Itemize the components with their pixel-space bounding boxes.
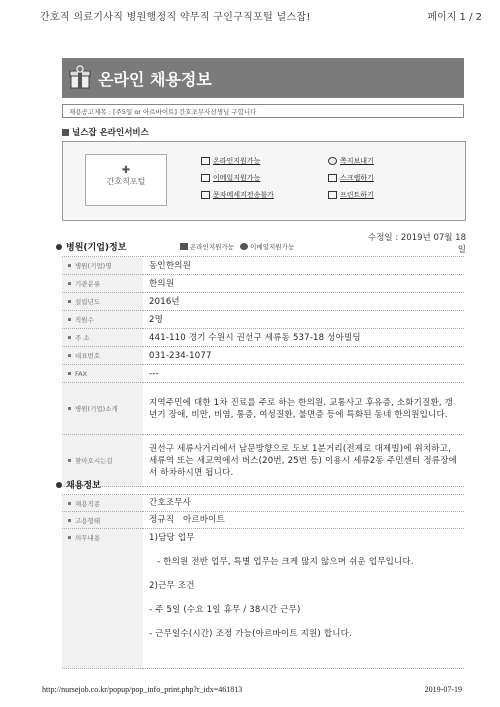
hospital-info-table <box>62 256 464 487</box>
service-item-label: 문자메세지전송불가 <box>213 191 274 199</box>
scrap-link[interactable] <box>328 173 374 183</box>
job-category: 간호조무사 <box>143 495 464 512</box>
recruit-info-heading <box>56 478 101 491</box>
email-icon <box>201 174 210 182</box>
hospital-info-heading <box>56 240 126 253</box>
row-label: 주 소 <box>62 329 143 347</box>
row-label: 병원(기업)명 <box>62 257 143 275</box>
service-item-label: 온라인지원가능 <box>213 157 261 165</box>
table-row <box>62 311 464 329</box>
person-icon <box>328 157 337 165</box>
print-footer <box>42 685 462 694</box>
plus-icon: ✚ <box>121 165 131 176</box>
table-row <box>62 383 464 435</box>
table-row <box>62 347 464 365</box>
table-row <box>62 529 464 669</box>
print-icon <box>328 191 337 199</box>
founded-year: 2016년 <box>143 293 464 311</box>
service-heading <box>62 126 149 138</box>
phone-number: 031-234-1077 <box>143 347 464 365</box>
email-apply-link[interactable] <box>201 173 260 183</box>
row-label: 의무내용 <box>62 529 143 669</box>
print-date: 2019-07-19 <box>424 685 462 694</box>
availability-email: 이메일지원가능 <box>250 243 295 251</box>
hospital-name: 동인한의원 <box>143 257 464 275</box>
banner-title: 온라인 채용정보 <box>98 70 212 89</box>
scrap-icon <box>328 174 337 182</box>
row-label: 채용직종 <box>62 495 143 512</box>
gift-box-icon <box>69 64 91 90</box>
table-row <box>62 329 464 347</box>
apply-availability <box>180 242 294 251</box>
hospital-heading-text: 병원(기업)정보 <box>66 243 127 253</box>
sms-icon <box>201 191 210 199</box>
sms-link[interactable] <box>201 190 274 200</box>
institution-type: 한의원 <box>143 275 464 293</box>
table-row <box>62 275 464 293</box>
duty-line: - 근무일수(시간) 조정 가능(아르바이트 지원) 합니다. <box>149 629 352 639</box>
bullet-dot-icon <box>56 482 62 488</box>
directions: 권선구 세류사거리에서 남문방향으로 도보 1분거리(전제로 대제빌)에 위치하고, 세류역 또는 세교역에서 버스(20번, 25번 등) 이용시 세류2동 주민센터 정류장에서 하차하시면 됩니다. <box>143 435 464 487</box>
row-label: FAX <box>62 365 143 383</box>
page-url: http://nursejob.co.kr/popup/pop_info_print.php?r_idx=461813 <box>42 685 243 694</box>
job-title-bar: 채용공고제목 : [주5일 or 아르바이트] 간호조무사선생님 구합니다 <box>62 104 464 118</box>
service-heading-text: 널스잡 온라인서비스 <box>72 128 149 138</box>
document-icon <box>201 157 210 165</box>
bullet-square-icon <box>62 129 69 136</box>
document-icon <box>180 243 188 250</box>
service-item-label: 이메일지원가능 <box>213 174 261 182</box>
employment-type: 정규직 아르바이트 <box>143 512 464 529</box>
availability-online: 온라인지원가능 <box>190 243 234 251</box>
print-title: 간호직 의료기사직 병원행정직 약무직 구인구직포털 널스잡! <box>40 12 311 23</box>
print-link[interactable] <box>328 190 374 200</box>
recruit-heading-text: 채용정보 <box>66 481 101 491</box>
recruit-info-table <box>62 494 464 669</box>
modified-date-text: 수정일 : 2019년 07월 18 <box>368 233 466 243</box>
row-label: 찾아오시는길 <box>62 435 143 487</box>
table-row <box>62 293 464 311</box>
row-label: 직원수 <box>62 311 143 329</box>
modified-date-suffix: 일 <box>457 245 466 255</box>
table-row <box>62 512 464 529</box>
bullet-dot-icon <box>56 244 62 250</box>
duty-line: - 주 5일 (수요 1일 휴무 / 38시간 근무) <box>149 605 301 615</box>
service-item-label: 프린트하기 <box>340 191 374 199</box>
modified-date <box>368 231 466 255</box>
row-label: 기관분류 <box>62 275 143 293</box>
row-label: 설립년도 <box>62 293 143 311</box>
duty-line: 2)근무 조건 <box>149 581 195 591</box>
online-recruit-banner <box>62 58 464 98</box>
fax-number: --- <box>143 365 464 383</box>
duty-line: - 한의원 전반 업무, 특별 업무는 크게 많지 않으며 쉬운 업무입니다. <box>157 557 414 567</box>
page-indicator: 페이지 1 / 2 <box>427 12 482 23</box>
employee-count: 2명 <box>143 311 464 329</box>
email-icon <box>240 243 248 250</box>
service-item-label: 쪽지보내기 <box>340 157 374 165</box>
send-message-link[interactable] <box>328 156 374 166</box>
service-item-label: 스크랩하기 <box>340 174 374 182</box>
hospital-intro: 지역주민에 대한 1차 진료를 주로 하는 한의원. 교통사고 후유증, 소화기질환, 갱년기 장애, 비만, 비염, 통증, 여성질환, 불면증 등에 특화된 동네 한의원입니다. <box>143 383 464 435</box>
job-duties <box>143 529 464 669</box>
table-row <box>62 365 464 383</box>
row-label: 병원(기업)소개 <box>62 383 143 435</box>
table-row <box>62 257 464 275</box>
nurse-portal-logo <box>85 154 167 206</box>
address: 441-110 경기 수원시 권선구 세류동 537-18 성아빌딩 <box>143 329 464 347</box>
row-label: 대표번호 <box>62 347 143 365</box>
online-apply-link[interactable] <box>201 156 260 166</box>
table-row <box>62 495 464 512</box>
row-label: 고용형태 <box>62 512 143 529</box>
table-row <box>62 435 464 487</box>
duty-line: 1)담당 업무 <box>149 533 195 543</box>
service-panel <box>62 141 466 221</box>
logo-text: 간호직포털 <box>106 177 146 186</box>
